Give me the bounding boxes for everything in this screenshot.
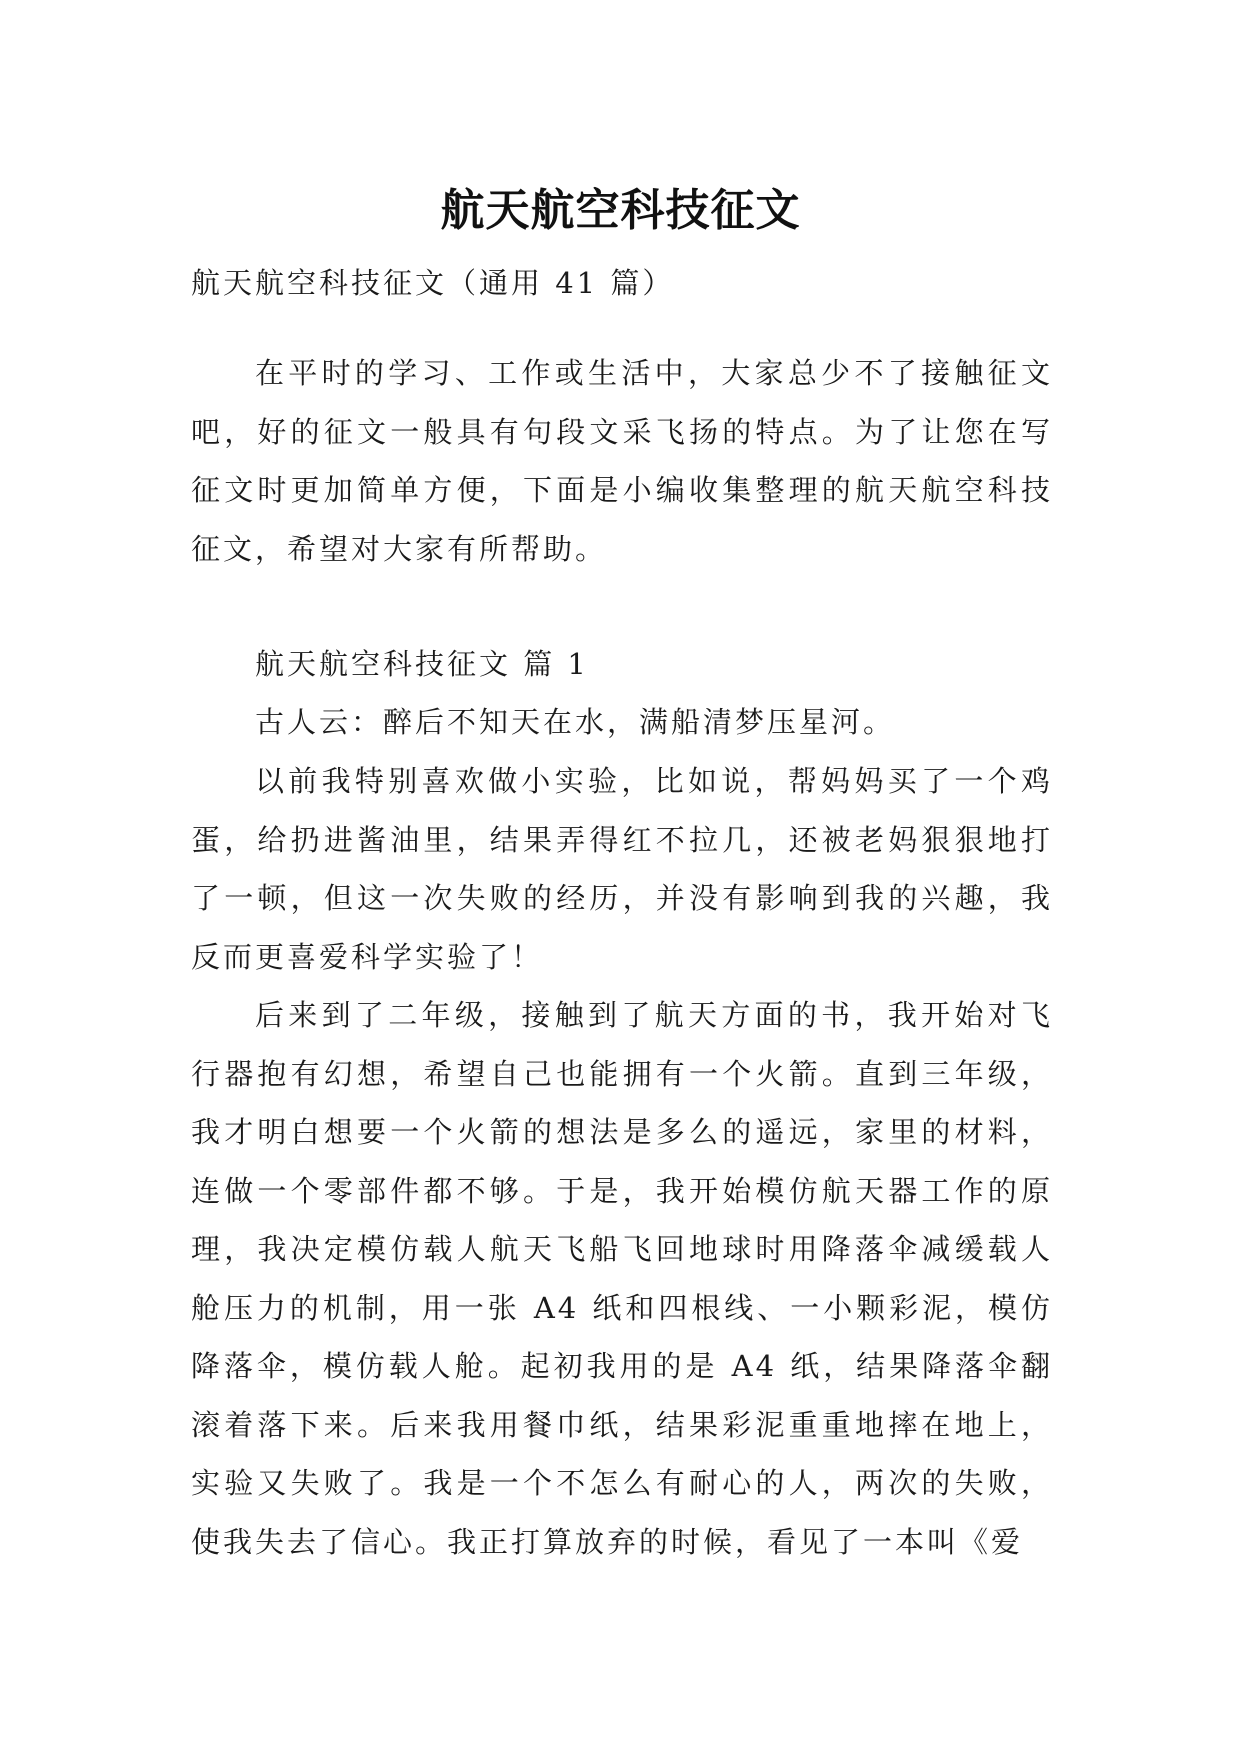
document-title: 航天航空科技征文 xyxy=(440,185,801,237)
body-paragraph-2: 后来到了二年级，接触到了航天方面的书，我开始对飞行器抱有幻想，希望自己也能拥有一个火箭。直到三年级，我才明白想要一个火箭的想法是多么的遥远，家里的材料，连做一个零部件都不够。于是，我开始模仿航天器工作的原理，我决定模仿载人航天飞船飞回地球时用降落伞减缓载人舱压力的机制，用一张 A4 纸和四根线、一小颗彩泥，模仿降落伞，模仿载人舱。起初我用的是 A4 纸，结果降落伞翻滚着落下来。后来我用餐巾纸，结果彩泥重重地摔在地上，实验又失败了。我是一个不怎么有耐心的人，两次的失败，使我失去了信心。我正打算放弃的时候，看见了一本叫《爱 xyxy=(191,998,1053,1559)
quote-line: 古人云：醉后不知天在水，满船清梦压星河。 xyxy=(255,705,896,739)
document-subtitle: 航天航空科技征文（通用 41 篇） xyxy=(191,266,675,300)
intro-paragraph: 在平时的学习、工作或生活中，大家总少不了接触征文吧，好的征文一般具有句段文采飞扬的特点。为了让您在写征文时更加简单方便，下面是小编收集整理的航天航空科技征文，希望对大家有所帮助。 xyxy=(191,356,1053,566)
body-paragraph-1: 以前我特别喜欢做小实验，比如说，帮妈妈买了一个鸡蛋，给扔进酱油里，结果弄得红不拉几，还被老妈狠狠地打了一顿，但这一次失败的经历，并没有影响到我的兴趣，我反而更喜爱科学实验了！ xyxy=(191,764,1053,974)
section-heading: 航天航空科技征文 篇 1 xyxy=(255,647,589,681)
